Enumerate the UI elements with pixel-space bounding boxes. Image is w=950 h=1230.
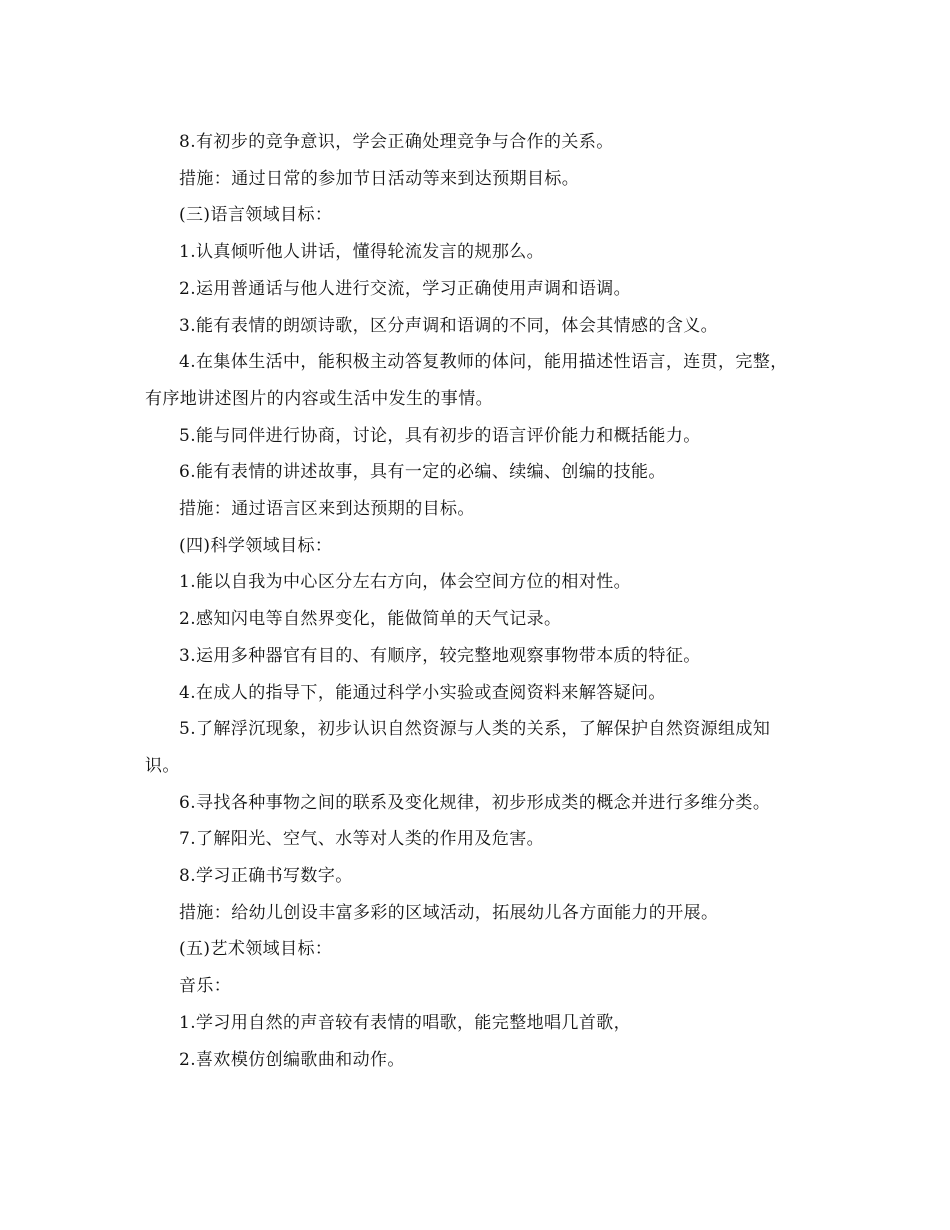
paragraph: 措施：给幼儿创设丰富多彩的区域活动，拓展幼儿各方面能力的开展。 bbox=[179, 902, 719, 923]
paragraph: 3.运用多种器官有目的、有顺序，较完整地观察事物带本质的特征。 bbox=[179, 645, 701, 666]
paragraph: 8.有初步的竞争意识，学会正确处理竞争与合作的关系。 bbox=[179, 132, 614, 152]
paragraph: 1.学习用自然的声音较有表情的唱歌，能完整地唱几首歌， bbox=[179, 1012, 632, 1033]
paragraph: 2.喜欢模仿创编歌曲和动作。 bbox=[179, 1049, 405, 1070]
paragraph: 3.能有表情的朗颂诗歌，区分声调和语调的不同，体会其情感的含义。 bbox=[179, 315, 719, 336]
paragraph: 1.能以自我为中心区分左右方向，体会空间方位的相对性。 bbox=[179, 572, 632, 593]
paragraph: 4.在成人的指导下，能通过科学小实验或查阅资料来解答疑问。 bbox=[179, 682, 666, 703]
paragraph: 8.学习正确书写数字。 bbox=[179, 866, 353, 887]
subsection-heading: 音乐： bbox=[179, 976, 232, 997]
paragraph: 5.能与同伴进行协商，讨论，具有初步的语言评价能力和概括能力。 bbox=[179, 425, 701, 446]
paragraph: 1.认真倾听他人讲话，懂得轮流发言的规那么。 bbox=[179, 242, 545, 263]
paragraph: 2.运用普通话与他人进行交流，学习正确使用声调和语调。 bbox=[179, 278, 632, 299]
paragraph: 6.能有表情的讲述故事，具有一定的必编、续编、创编的技能。 bbox=[179, 462, 666, 483]
document-body bbox=[145, 124, 800, 1078]
section-heading: (五)艺术领域目标： bbox=[179, 939, 333, 960]
paragraph: 7.了解阳光、空气、水等对人类的作用及危害。 bbox=[179, 829, 545, 850]
paragraph: 5.了解浮沉现象，初步认识自然资源与人类的关系，了解保护自然资源组成知识。 bbox=[145, 719, 771, 776]
section-heading: (四)科学领域目标： bbox=[179, 535, 333, 556]
paragraph: 6.寻找各种事物之间的联系及变化规律，初步形成类的概念并进行多维分类。 bbox=[179, 792, 771, 813]
section-heading: (三)语言领域目标： bbox=[179, 205, 333, 226]
paragraph: 4.在集体生活中，能积极主动答复教师的体问，能用描述性语言，连贯，完整，有序地讲述图片的内容或生活中发生的事情。 bbox=[145, 352, 788, 409]
paragraph: 措施：通过语言区来到达预期的目标。 bbox=[179, 499, 475, 520]
paragraph: 措施：通过日常的参加节日活动等来到达预期目标。 bbox=[179, 168, 580, 189]
paragraph: 2.感知闪电等自然界变化，能做简单的天气记录。 bbox=[179, 609, 562, 630]
